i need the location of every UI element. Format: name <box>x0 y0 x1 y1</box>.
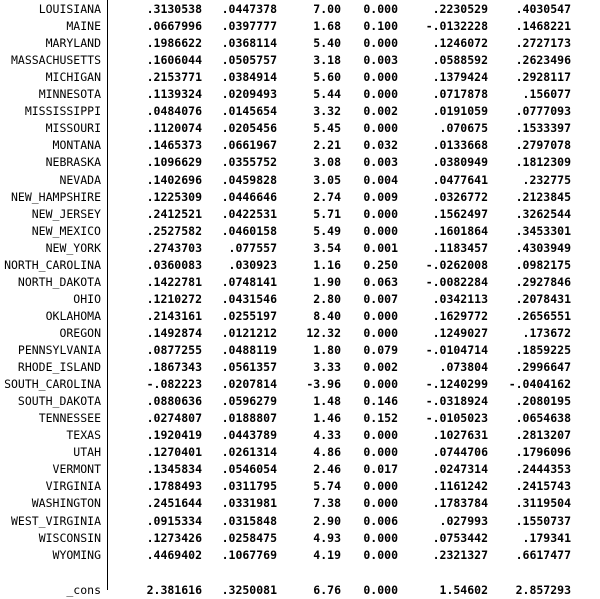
state-name-cell: NEW_HAMPSHIRE <box>10 190 101 204</box>
std-err-cell: .0205456 <box>221 121 277 135</box>
ci-upper-cell: -.0404162 <box>508 377 571 391</box>
ci-lower-cell: .1027631 <box>432 428 488 442</box>
coef-cell: .1465373 <box>146 138 202 152</box>
ci-lower-cell: .0133668 <box>432 138 488 152</box>
ci-lower-cell: -.0104714 <box>425 343 488 357</box>
state-name-cell: WEST_VIRGINIA <box>10 514 101 528</box>
std-err-cell: .0488119 <box>221 343 277 357</box>
p-value-cell: 0.002 <box>363 104 398 118</box>
coef-cell: .2143161 <box>146 309 202 323</box>
coef-cell: .1920419 <box>146 428 202 442</box>
coef-cell: .1986622 <box>146 36 202 50</box>
std-err-cell: .0255197 <box>221 309 277 323</box>
coef-cell: .1096629 <box>146 155 202 169</box>
std-err-cell: .0505757 <box>221 53 277 67</box>
ci-upper-cell: .1550737 <box>515 514 571 528</box>
state-name-cell: _cons <box>66 583 101 597</box>
std-err-cell: .0431546 <box>221 292 277 306</box>
std-err-cell: .0384914 <box>221 70 277 84</box>
std-err-cell: .0207814 <box>221 377 277 391</box>
ci-upper-cell: .0777093 <box>515 104 571 118</box>
ci-upper-cell: .3262544 <box>515 207 571 221</box>
table-row <box>0 35 600 52</box>
ci-lower-cell: .0380949 <box>432 155 488 169</box>
ci-upper-cell: .2444353 <box>515 462 571 476</box>
state-name-cell: NEVADA <box>59 173 101 187</box>
state-name-cell: MARYLAND <box>45 36 101 50</box>
coef-cell: .1273426 <box>146 531 202 545</box>
table-row <box>0 444 600 461</box>
t-stat-cell: 5.60 <box>313 70 341 84</box>
table-row <box>0 120 600 137</box>
ci-upper-cell: .3119504 <box>515 496 571 510</box>
coef-cell: .2527582 <box>146 224 202 238</box>
std-err-cell: .0355752 <box>221 155 277 169</box>
t-stat-cell: 1.46 <box>313 411 341 425</box>
t-stat-cell: 3.32 <box>313 104 341 118</box>
p-value-cell: 0.007 <box>363 292 398 306</box>
std-err-cell: .0261314 <box>221 445 277 459</box>
coef-cell: .0880636 <box>146 394 202 408</box>
p-value-cell: 0.000 <box>363 479 398 493</box>
std-err-cell: .0661967 <box>221 138 277 152</box>
std-err-cell: .0596279 <box>221 394 277 408</box>
state-name-cell: NEW_JERSEY <box>31 207 101 221</box>
table-row <box>0 393 600 410</box>
p-value-cell: 0.001 <box>363 241 398 255</box>
ci-lower-cell: .070675 <box>439 121 488 135</box>
ci-upper-cell: .2727173 <box>515 36 571 50</box>
ci-lower-cell: -.0132228 <box>425 19 488 33</box>
table-row <box>0 52 600 69</box>
std-err-cell: .3250081 <box>221 583 277 597</box>
t-stat-cell: 5.74 <box>313 479 341 493</box>
table-row <box>0 240 600 257</box>
ci-lower-cell: .0247314 <box>432 462 488 476</box>
coef-cell: .2412521 <box>146 207 202 221</box>
t-stat-cell: 5.45 <box>313 121 341 135</box>
ci-upper-cell: .2813207 <box>515 428 571 442</box>
ci-upper-cell: .173672 <box>522 326 571 340</box>
std-err-cell: .0145654 <box>221 104 277 118</box>
t-stat-cell: 12.32 <box>306 326 341 340</box>
p-value-cell: 0.002 <box>363 360 398 374</box>
ci-upper-cell: .1812309 <box>515 155 571 169</box>
state-name-cell: MINNESOTA <box>38 87 101 101</box>
state-name-cell: OKLAHOMA <box>45 309 101 323</box>
ci-lower-cell: .1379424 <box>432 70 488 84</box>
state-name-cell: NEW_YORK <box>45 241 101 255</box>
table-row <box>0 137 600 154</box>
table-row <box>0 410 600 427</box>
table-row <box>0 172 600 189</box>
coef-cell: .1139324 <box>146 87 202 101</box>
table-row <box>0 530 600 547</box>
t-stat-cell: 5.44 <box>313 87 341 101</box>
state-name-cell: WYOMING <box>52 548 101 562</box>
column-divider <box>107 0 108 590</box>
p-value-cell: 0.100 <box>363 19 398 33</box>
table-row <box>0 513 600 530</box>
p-value-cell: 0.000 <box>363 207 398 221</box>
coef-cell: .2153771 <box>146 70 202 84</box>
t-stat-cell: 2.46 <box>313 462 341 476</box>
t-stat-cell: 1.80 <box>313 343 341 357</box>
std-err-cell: .0209493 <box>221 87 277 101</box>
std-err-cell: .0443789 <box>221 428 277 442</box>
p-value-cell: 0.000 <box>363 309 398 323</box>
table-row <box>0 291 600 308</box>
coef-cell: -.082223 <box>146 377 202 391</box>
table-row <box>0 103 600 120</box>
coef-cell: .1210272 <box>146 292 202 306</box>
state-name-cell: OREGON <box>59 326 101 340</box>
t-stat-cell: 3.08 <box>313 155 341 169</box>
ci-upper-cell: .2623496 <box>515 53 571 67</box>
table-row <box>0 547 600 564</box>
ci-upper-cell: .6617477 <box>515 548 571 562</box>
ci-upper-cell: .2996647 <box>515 360 571 374</box>
coef-cell: .0877255 <box>146 343 202 357</box>
p-value-cell: 0.000 <box>363 496 398 510</box>
t-stat-cell: 3.18 <box>313 53 341 67</box>
std-err-cell: .0748141 <box>221 275 277 289</box>
std-err-cell: .0460158 <box>221 224 277 238</box>
ci-upper-cell: .3453301 <box>515 224 571 238</box>
ci-upper-cell: .2078431 <box>515 292 571 306</box>
ci-lower-cell: .1562497 <box>432 207 488 221</box>
ci-upper-cell: .0654638 <box>515 411 571 425</box>
ci-lower-cell: -.0105023 <box>425 411 488 425</box>
ci-lower-cell: -.0262008 <box>425 258 488 272</box>
t-stat-cell: 4.33 <box>313 428 341 442</box>
ci-upper-cell: .2797078 <box>515 138 571 152</box>
p-value-cell: 0.000 <box>363 583 398 597</box>
ci-lower-cell: .0477641 <box>432 173 488 187</box>
t-stat-cell: 5.40 <box>313 36 341 50</box>
t-stat-cell: 3.05 <box>313 173 341 187</box>
table-row <box>0 359 600 376</box>
t-stat-cell: 1.90 <box>313 275 341 289</box>
table-row <box>0 495 600 512</box>
ci-upper-cell: .2927846 <box>515 275 571 289</box>
std-err-cell: .0121212 <box>221 326 277 340</box>
std-err-cell: .0258475 <box>221 531 277 545</box>
p-value-cell: 0.003 <box>363 53 398 67</box>
std-err-cell: .0459828 <box>221 173 277 187</box>
ci-upper-cell: .2080195 <box>515 394 571 408</box>
table-row <box>0 257 600 274</box>
p-value-cell: 0.000 <box>363 326 398 340</box>
coef-cell: .1270401 <box>146 445 202 459</box>
coef-cell: .0484076 <box>146 104 202 118</box>
ci-lower-cell: .1601864 <box>432 224 488 238</box>
state-name-cell: MISSISSIPPI <box>24 104 101 118</box>
table-row <box>0 69 600 86</box>
t-stat-cell: -3.96 <box>306 377 341 391</box>
p-value-cell: 0.000 <box>363 548 398 562</box>
p-value-cell: 0.000 <box>363 224 398 238</box>
state-name-cell: WASHINGTON <box>31 496 101 510</box>
t-stat-cell: 7.00 <box>313 2 341 16</box>
t-stat-cell: 2.74 <box>313 190 341 204</box>
ci-lower-cell: .0588592 <box>432 53 488 67</box>
state-name-cell: NEBRASKA <box>45 155 101 169</box>
p-value-cell: 0.032 <box>363 138 398 152</box>
ci-upper-cell: .156077 <box>522 87 571 101</box>
std-err-cell: .0315848 <box>221 514 277 528</box>
p-value-cell: 0.003 <box>363 155 398 169</box>
t-stat-cell: 3.33 <box>313 360 341 374</box>
table-row <box>0 274 600 291</box>
std-err-cell: .0446646 <box>221 190 277 204</box>
std-err-cell: .0368114 <box>221 36 277 50</box>
ci-upper-cell: .1796096 <box>515 445 571 459</box>
table-row <box>0 223 600 240</box>
state-name-cell: UTAH <box>73 445 101 459</box>
ci-lower-cell: .073804 <box>439 360 488 374</box>
std-err-cell: .0397777 <box>221 19 277 33</box>
coef-cell: .0360083 <box>146 258 202 272</box>
ci-lower-cell: .027993 <box>439 514 488 528</box>
coef-cell: .0915334 <box>146 514 202 528</box>
t-stat-cell: 2.80 <box>313 292 341 306</box>
state-name-cell: TEXAS <box>66 428 101 442</box>
p-value-cell: 0.000 <box>363 87 398 101</box>
coef-cell: .0667996 <box>146 19 202 33</box>
state-name-cell: VERMONT <box>52 462 101 476</box>
std-err-cell: .1067769 <box>221 548 277 562</box>
state-name-cell: RHODE_ISLAND <box>17 360 101 374</box>
state-name-cell: PENNSYLVANIA <box>17 343 101 357</box>
coef-cell: .1788493 <box>146 479 202 493</box>
t-stat-cell: 2.90 <box>313 514 341 528</box>
state-name-cell: SOUTH_DAKOTA <box>17 394 101 408</box>
p-value-cell: 0.000 <box>363 445 398 459</box>
state-name-cell: SOUTH_CAROLINA <box>4 377 101 391</box>
ci-upper-cell: .1468221 <box>515 19 571 33</box>
state-name-cell: OHIO <box>73 292 101 306</box>
state-name-cell: VIRGINIA <box>45 479 101 493</box>
coef-cell: .4469402 <box>146 548 202 562</box>
t-stat-cell: 6.76 <box>313 583 341 597</box>
coef-cell: .1867343 <box>146 360 202 374</box>
table-row <box>0 86 600 103</box>
ci-upper-cell: .1533397 <box>515 121 571 135</box>
ci-lower-cell: .2230529 <box>432 2 488 16</box>
state-name-cell: MONTANA <box>52 138 101 152</box>
ci-lower-cell: .1246072 <box>432 36 488 50</box>
state-name-cell: MAINE <box>66 19 101 33</box>
ci-lower-cell: .1629772 <box>432 309 488 323</box>
std-err-cell: .077557 <box>228 241 277 255</box>
coef-cell: .3130538 <box>146 2 202 16</box>
ci-upper-cell: .1859225 <box>515 343 571 357</box>
ci-upper-cell: .2928117 <box>515 70 571 84</box>
state-name-cell: TENNESSEE <box>38 411 101 425</box>
ci-lower-cell: .0753442 <box>432 531 488 545</box>
p-value-cell: 0.063 <box>363 275 398 289</box>
p-value-cell: 0.000 <box>363 36 398 50</box>
coef-cell: 2.381616 <box>146 583 202 597</box>
table-row <box>0 18 600 35</box>
t-stat-cell: 3.54 <box>313 241 341 255</box>
t-stat-cell: 1.48 <box>313 394 341 408</box>
ci-lower-cell: -.1240299 <box>425 377 488 391</box>
t-stat-cell: 8.40 <box>313 309 341 323</box>
t-stat-cell: 4.93 <box>313 531 341 545</box>
ci-lower-cell: .2321327 <box>432 548 488 562</box>
table-row <box>0 582 600 599</box>
p-value-cell: 0.017 <box>363 462 398 476</box>
std-err-cell: .0311795 <box>221 479 277 493</box>
state-name-cell: MISSOURI <box>45 121 101 135</box>
t-stat-cell: 5.49 <box>313 224 341 238</box>
t-stat-cell: 1.68 <box>313 19 341 33</box>
p-value-cell: 0.006 <box>363 514 398 528</box>
coef-cell: .2451644 <box>146 496 202 510</box>
ci-upper-cell: .4030547 <box>515 2 571 16</box>
ci-lower-cell: .1783784 <box>432 496 488 510</box>
std-err-cell: .0331981 <box>221 496 277 510</box>
state-name-cell: LOUISIANA <box>38 2 101 16</box>
ci-upper-cell: .2415743 <box>515 479 571 493</box>
ci-lower-cell: .1161242 <box>432 479 488 493</box>
p-value-cell: 0.079 <box>363 343 398 357</box>
state-name-cell: NORTH_DAKOTA <box>17 275 101 289</box>
ci-lower-cell: .0717878 <box>432 87 488 101</box>
p-value-cell: 0.000 <box>363 531 398 545</box>
ci-upper-cell: .2123845 <box>515 190 571 204</box>
coef-cell: .0274807 <box>146 411 202 425</box>
ci-lower-cell: .0744706 <box>432 445 488 459</box>
state-name-cell: MICHIGAN <box>45 70 101 84</box>
coef-cell: .1492874 <box>146 326 202 340</box>
coef-cell: .1345834 <box>146 462 202 476</box>
table-row <box>0 1 600 18</box>
ci-lower-cell: .1183457 <box>432 241 488 255</box>
coef-cell: .2743703 <box>146 241 202 255</box>
table-row <box>0 478 600 495</box>
state-name-cell: WISCONSIN <box>38 531 101 545</box>
t-stat-cell: 2.21 <box>313 138 341 152</box>
table-row <box>0 154 600 171</box>
p-value-cell: 0.009 <box>363 190 398 204</box>
coef-cell: .1402696 <box>146 173 202 187</box>
std-err-cell: .0447378 <box>221 2 277 16</box>
p-value-cell: 0.146 <box>363 394 398 408</box>
state-name-cell: MASSACHUSETTS <box>10 53 101 67</box>
coef-cell: .1225309 <box>146 190 202 204</box>
ci-upper-cell: 2.857293 <box>515 583 571 597</box>
state-name-cell: NEW_MEXICO <box>31 224 101 238</box>
coef-cell: .1422781 <box>146 275 202 289</box>
p-value-cell: 0.000 <box>363 428 398 442</box>
table-row <box>0 325 600 342</box>
t-stat-cell: 4.19 <box>313 548 341 562</box>
t-stat-cell: 5.71 <box>313 207 341 221</box>
coef-cell: .1606044 <box>146 53 202 67</box>
table-row <box>0 427 600 444</box>
t-stat-cell: 1.16 <box>313 258 341 272</box>
p-value-cell: 0.250 <box>363 258 398 272</box>
std-err-cell: .0188807 <box>221 411 277 425</box>
std-err-cell: .0561357 <box>221 360 277 374</box>
t-stat-cell: 4.86 <box>313 445 341 459</box>
p-value-cell: 0.000 <box>363 121 398 135</box>
p-value-cell: 0.000 <box>363 70 398 84</box>
table-row <box>0 189 600 206</box>
ci-upper-cell: .2656551 <box>515 309 571 323</box>
std-err-cell: .0546054 <box>221 462 277 476</box>
std-err-cell: .030923 <box>228 258 277 272</box>
t-stat-cell: 7.38 <box>313 496 341 510</box>
ci-lower-cell: -.0318924 <box>425 394 488 408</box>
p-value-cell: 0.152 <box>363 411 398 425</box>
state-name-cell: NORTH_CAROLINA <box>4 258 101 272</box>
table-row <box>0 376 600 393</box>
ci-lower-cell: 1.54602 <box>439 583 488 597</box>
table-row <box>0 308 600 325</box>
ci-upper-cell: .4303949 <box>515 241 571 255</box>
std-err-cell: .0422531 <box>221 207 277 221</box>
table-row <box>0 461 600 478</box>
coef-cell: .1120074 <box>146 121 202 135</box>
p-value-cell: 0.000 <box>363 2 398 16</box>
ci-lower-cell: .1249027 <box>432 326 488 340</box>
table-row <box>0 206 600 223</box>
ci-upper-cell: .232775 <box>522 173 571 187</box>
ci-lower-cell: .0326772 <box>432 190 488 204</box>
ci-upper-cell: .0982175 <box>515 258 571 272</box>
p-value-cell: 0.000 <box>363 377 398 391</box>
ci-lower-cell: .0342113 <box>432 292 488 306</box>
ci-lower-cell: -.0082284 <box>425 275 488 289</box>
ci-upper-cell: .179341 <box>522 531 571 545</box>
ci-lower-cell: .0191059 <box>432 104 488 118</box>
p-value-cell: 0.004 <box>363 173 398 187</box>
table-row <box>0 342 600 359</box>
